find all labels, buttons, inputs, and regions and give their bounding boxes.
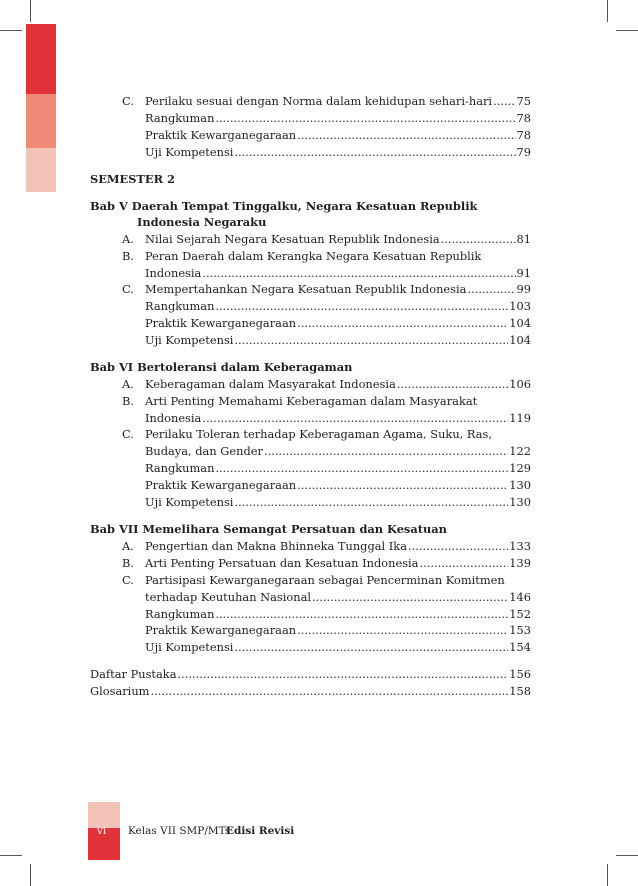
entry-letter: A. [122, 232, 134, 246]
page-number: vi [97, 825, 107, 837]
toc-entry: Budaya, dan Gender ..... 122 [145, 443, 531, 460]
entry-text: Partisipasi Kewarganegaraan sebagai Pencerminan Komitmen [145, 573, 505, 587]
toc-entry: Indonesia ..... 119 [145, 410, 531, 427]
toc-entry: Praktik Kewarganegaraan ..... 153 [145, 622, 531, 639]
color-strip-salmon [26, 94, 56, 148]
crop-mark [607, 864, 608, 886]
chapter-title: Bab V Daerah Tempat Tinggalku, Negara Kesatuan Republik [90, 199, 478, 213]
toc-entry: Pengertian dan Makna Bhinneka Tunggal Ika ..... 133 [145, 538, 531, 555]
toc-entry: Mempertahankan Negara Kesatuan Republik Indonesia ..... 99 [145, 281, 531, 298]
toc-entry: Uji Kompetensi ..... 130 [145, 494, 531, 511]
chapter-title: Bab VI Bertoleransi dalam Keberagaman [90, 360, 353, 374]
toc-entry: Perilaku sesuai dengan Norma dalam kehidupan sehari-hari ..... 75 [145, 93, 531, 110]
toc-entry: Rangkuman ..... 78 [145, 110, 531, 127]
entry-letter: B. [122, 249, 134, 263]
entry-letter: A. [122, 377, 134, 391]
entry-letter: C. [122, 573, 134, 587]
entry-letter: C. [122, 282, 134, 296]
toc-entry: Uji Kompetensi ..... 79 [145, 144, 531, 161]
crop-mark [0, 855, 22, 856]
entry-text: Perilaku Toleran terhadap Keberagaman Agama, Suku, Ras, [145, 427, 493, 441]
crop-mark [30, 864, 31, 886]
color-strip-pink [26, 148, 56, 192]
crop-mark [616, 30, 638, 31]
crop-mark [616, 855, 638, 856]
entry-text: Arti Penting Memahami Keberagaman dalam Masyarakat [145, 394, 478, 408]
toc-entry: Indonesia ..... 91 [145, 265, 531, 282]
semester-heading: SEMESTER 2 [90, 172, 175, 186]
toc-entry-daftar-pustaka: Daftar Pustaka ..... 156 [90, 666, 531, 683]
toc-entry: Uji Kompetensi ..... 104 [145, 332, 531, 349]
crop-mark [30, 0, 31, 22]
entry-letter: B. [122, 394, 134, 408]
toc-entry: Praktik Kewarganegaraan ..... 104 [145, 315, 531, 332]
toc-entry-glosarium: Glosarium ..... 158 [90, 683, 531, 700]
footer-edition: Edisi Revisi [226, 825, 295, 837]
footer-book-title: Kelas VII SMP/MTs [128, 825, 231, 837]
color-strip-red [26, 24, 56, 94]
crop-mark [0, 30, 22, 31]
toc-entry: Rangkuman ..... 129 [145, 460, 531, 477]
entry-text: Peran Daerah dalam Kerangka Negara Kesatuan Republik [145, 249, 482, 263]
chapter-title: Bab VII Memelihara Semangat Persatuan dan Kesatuan [90, 522, 447, 536]
entry-letter: A. [122, 539, 134, 553]
toc-entry: Rangkuman ..... 152 [145, 606, 531, 623]
crop-mark [607, 0, 608, 22]
toc-entry: Nilai Sejarah Negara Kesatuan Republik Indonesia ..... 81 [145, 231, 531, 248]
chapter-title-cont: Indonesia Negaraku [137, 215, 267, 229]
toc-entry: Rangkuman ..... 103 [145, 298, 531, 315]
entry-letter: C. [122, 94, 134, 108]
toc-entry: Uji Kompetensi ..... 154 [145, 639, 531, 656]
toc-entry: Keberagaman dalam Masyarakat Indonesia ..... 106 [145, 376, 531, 393]
table-of-contents [90, 0, 530, 700]
toc-entry: Praktik Kewarganegaraan ..... 130 [145, 477, 531, 494]
entry-letter: C. [122, 427, 134, 441]
entry-letter: B. [122, 556, 134, 570]
toc-entry: terhadap Keutuhan Nasional ..... 146 [145, 589, 531, 606]
toc-entry: Praktik Kewarganegaraan ..... 78 [145, 127, 531, 144]
toc-entry: Arti Penting Persatuan dan Kesatuan Indonesia ..... 139 [145, 555, 531, 572]
